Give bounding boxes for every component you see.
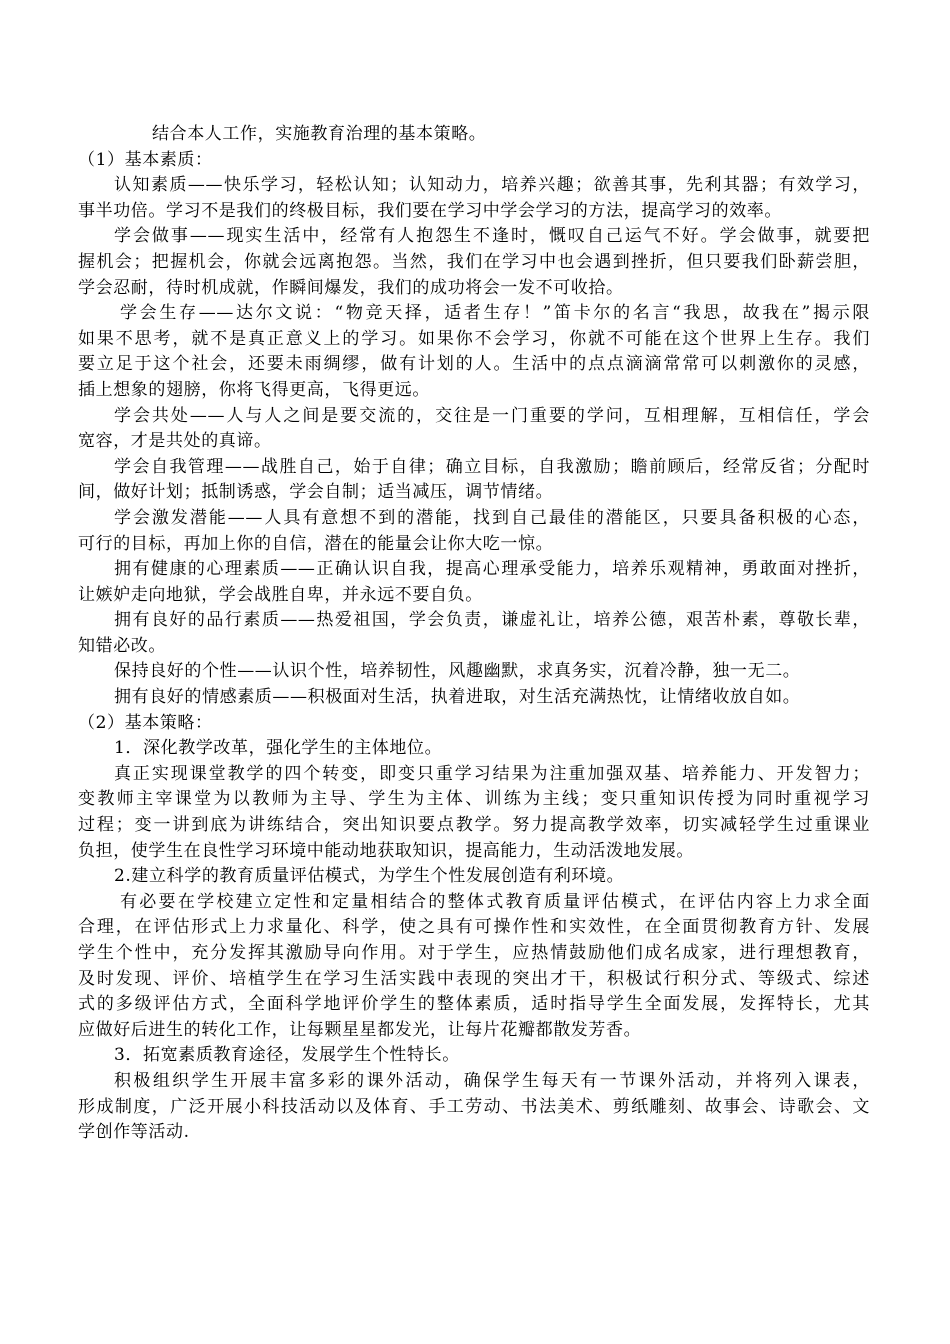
- paragraph-line: 学创作等活动.: [78, 1122, 190, 1143]
- paragraph-line: 拥有良好的品行素质——热爱祖国，学会负责，谦虚礼让，培养公德，艰苦朴素，尊敬长辈，: [114, 610, 870, 631]
- paragraph-line: 握机会；把握机会，你就会远离抱怨。当然，我们在学习中也会遇到挫折，但只要我们卧薪尝胆，: [78, 251, 870, 272]
- paragraph-line: 插上想象的翅膀，你将飞得更高，飞得更远。: [78, 379, 430, 400]
- paragraph-line: 间，做好计划；抵制诱惑，学会自制；适当减压，调节情绪。: [78, 482, 554, 503]
- strategy-heading: 3．拓宽素质教育途径，发展学生个性特长。: [114, 1045, 460, 1066]
- paragraph-line: 过程；变一讲到底为讲练结合，突出知识要点教学。努力提高教学效率，切实减轻学生过重课业: [78, 815, 870, 836]
- paragraph-line: 负担，使学生在良性学习环境中能动地获取知识，提高能力，生动活泼地发展。: [78, 840, 694, 861]
- strategy-heading: 2.建立科学的教育质量评估模式，为学生个性发展创造有利环境。: [114, 866, 625, 887]
- document-title: 结合本人工作，实施教育治理的基本策略。: [152, 124, 487, 144]
- paragraph-line: 学生个性中，充分发挥其激励导向作用。对于学生，应热情鼓励他们成名成家，进行理想教育，: [78, 943, 870, 963]
- paragraph-line: 学会激发潜能——人具有意想不到的潜能，找到自己最佳的潜能区，只要具备积极的心态，: [114, 507, 870, 528]
- paragraph-line: 学会做事——现实生活中，经常有人抱怨生不逢时，慨叹自己运气不好。学会做事，就要把: [114, 226, 870, 247]
- paragraph-line: 学会自我管理——战胜自己，始于自律；确立目标，自我激励；瞻前顾后，经常反省；分配时: [114, 456, 870, 477]
- document-page: [78, 122, 870, 1146]
- paragraph-line: 认知素质——快乐学习，轻松认知；认知动力，培养兴趣；欲善其事，先利其器；有效学习，: [114, 175, 870, 196]
- paragraph-line: 变教师主宰课堂为以教师为主导、学生为主体、训练为主线；变只重知识传授为同时重视学习: [78, 789, 870, 810]
- paragraph-line: 应做好后进生的转化工作，让每颗星星都发光，让每片花瓣都散发芳香。: [78, 1019, 642, 1040]
- paragraph-line: 宽容，才是共处的真谛。: [78, 431, 272, 452]
- paragraph-line: 合理，在评估形式上力求量化、科学，使之具有可操作性和实效性，在全面贯彻教育方针、发展: [78, 917, 870, 938]
- paragraph-line: 积极组织学生开展丰富多彩的课外活动，确保学生每天有一节课外活动，并将列入课表，: [114, 1070, 870, 1091]
- paragraph-line: 拥有健康的心理素质——正确认识自我，提高心理承受能力，培养乐观精神，勇敢面对挫折，: [114, 559, 870, 580]
- paragraph-line: 真正实现课堂教学的四个转变，即变只重学习结果为注重加强双基、培养能力、开发智力；: [114, 763, 870, 784]
- paragraph-line: 知错必改。: [78, 635, 166, 656]
- paragraph-line: 式的多级评估方式，全面科学地评价学生的整体素质，适时指导学生全面发展，发挥特长，尤其: [78, 994, 870, 1015]
- paragraph-line: 保持良好的个性——认识个性，培养韧性，风趣幽默，求真务实，沉着冷静，独一无二。: [114, 661, 801, 682]
- section-heading-basic-quality: （1）基本素质：: [78, 149, 213, 170]
- strategy-heading: 1．深化教学改革，强化学生的主体地位。: [114, 738, 443, 759]
- paragraph-line: 学会忍耐，待时机成就，作瞬间爆发，我们的成功将会一发不可收拾。: [78, 277, 624, 298]
- paragraph-line: 学会生存——达尔文说：“物竞天择，适者生存！”笛卡尔的名言“我思，故我在”揭示限: [120, 303, 870, 324]
- paragraph-line: 学会共处——人与人之间是要交流的，交往是一门重要的学问，互相理解，互相信任，学会: [114, 405, 870, 426]
- paragraph-line: 如果不思考，就不是真正意义上的学习。如果你不会学习，你就不可能在这个世界上生存。我们: [78, 328, 870, 349]
- section-heading-basic-strategy: （2）基本策略：: [78, 712, 213, 733]
- paragraph-line: 有必要在学校建立定性和定量相结合的整体式教育质量评估模式，在评估内容上力求全面: [120, 891, 870, 912]
- paragraph-line: 形成制度，广泛开展小科技活动以及体育、手工劳动、书法美术、剪纸雕刻、故事会、诗歌会、文: [78, 1096, 870, 1117]
- paragraph-line: 事半功倍。学习不是我们的终极目标，我们要在学习中学会学习的方法，提高学习的效率。: [78, 200, 782, 221]
- paragraph-line: 让嫉妒走向地狱，学会战胜自卑，并永远不要自负。: [78, 584, 483, 605]
- paragraph-line: 可行的目标，再加上你的自信，潜在的能量会让你大吃一惊。: [78, 533, 554, 554]
- paragraph-line: 及时发现、评价、培植学生在学习生活实践中表现的突出才干，积极试行积分式、等级式、综述: [78, 968, 870, 989]
- paragraph-line: 要立足于这个社会，还要未雨绸缪，做有计划的人。生活中的点点滴滴常常可以刺激你的灵感，: [78, 354, 870, 375]
- paragraph-line: 拥有良好的情感素质——积极面对生活，执着进取，对生活充满热忱，让情绪收放自如。: [114, 687, 801, 708]
